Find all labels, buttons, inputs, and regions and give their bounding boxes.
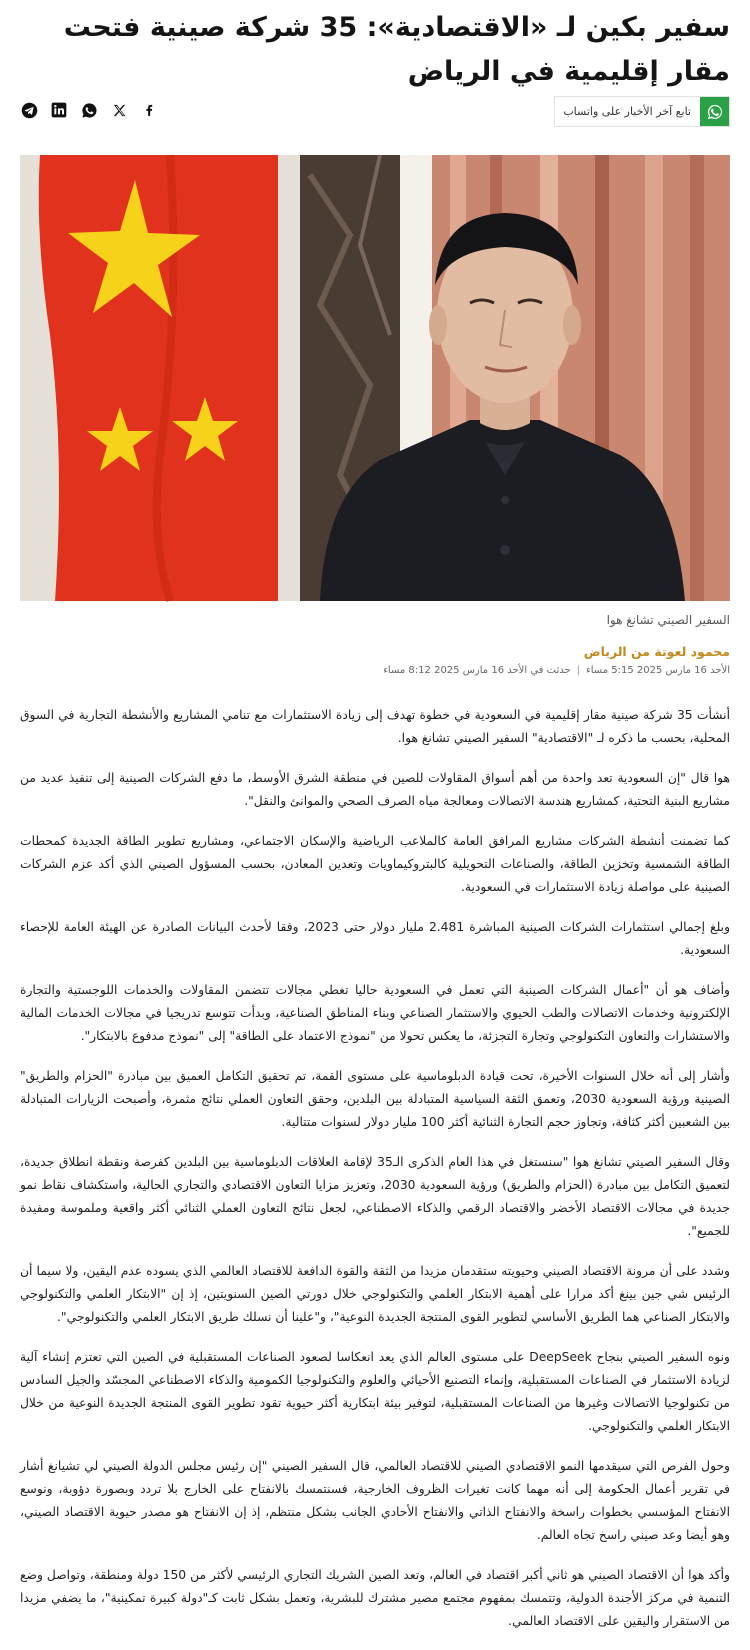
whatsapp-follow-button[interactable]: [554, 96, 730, 127]
whatsapp-icon: [700, 97, 729, 126]
whatsapp-follow-label: تابع آخر الأخبار على واتساب: [563, 105, 691, 118]
article-paragraph: وشدد على أن مرونة الاقتصاد الصيني وحيويته ستقدمان مزيدا من الثقة والقوة الدافعة للاقتصاد العالمي الذي يسوده عدم اليقين، ولا سيما أن الرئيس شي جين بينغ أكد مرارا على أهمية الابتكار العلمي والتكنولوجي خلال دورتي الصين السنويتين، إذ إن "الابتكار العلمي والتكنولوجي والابتكار الصناعي هما الطريق الأساسي لتطوير القوى المنتجة الجديدة النوعية"، و"علينا أن نسلك طريق الابتكار العلمي والتكنولوجي".: [20, 1264, 730, 1324]
article-paragraph: ونوه السفير الصيني بنجاح DeepSeek على مستوى العالم الذي يعد انعكاسا لصعود الصناعات المستقبلية في الصين التي تعتزم إنشاء آلية لزيادة الاستثمار في الصناعات المستقبلية، وإنماء التصنيع الأحيائي والعلوم والتكنولوجيا الكمومية والذكاء الاصطناعي المجسّد والجيل السادس من تكنولوجيا الاتصالات وغيرها من الصناعات المستقبلية، لتوفير بيئة ابتكارية أكثر حيوية تقود تطوير القوى المنتجة الجديدة النوعية من خلال الابتكار العلمي والتكنولوجي.: [20, 1350, 730, 1433]
article-body: [20, 704, 730, 1650]
ambassador-photo: [20, 155, 730, 601]
linkedin-icon[interactable]: [50, 101, 68, 119]
article-paragraph: وبلغ إجمالي استثمارات الشركات الصينية المباشرة 2.481 مليار دولار حتى 2023، وفقا لأحدث البيانات الصادرة عن الهيئة العامة للإحصاء السعودية.: [20, 920, 731, 957]
article-title: سفير بكين لـ «الاقتصادية»: 35 شركة صينية فتحت مقار إقليمية في الرياض: [63, 12, 730, 87]
published-date: الأحد 16 مارس 2025 5:15 مساء: [586, 665, 730, 676]
article-paragraph: وحول الفرص التي سيقدمها النمو الاقتصادي الصيني للاقتصاد العالمي، قال السفير الصيني "إن رئيس مجلس الدولة الصيني لي تشيانغ أشار في تقرير أعمال الحكومة إلى أنه مهما كانت تغيرات الظروف الخارجية، فسنتمسك بالانفتاح على الخارج بلا تردد وبصورة دؤوبة، ونوسع الانفتاح المؤسسي بخطوات راسخة والانفتاح الذاتي والانفتاح الأحادي الجانب بشكل منتظم، إذ إن الانفتاح هو مصدر حيوية الاقتصاد الصيني، وهو أيضا وعد صيني راسخ تجاه العالم.: [20, 1459, 730, 1542]
telegram-icon[interactable]: [20, 101, 38, 119]
updated-date: حدثت في الأحد 16 مارس 2025 8:12 مساء: [383, 665, 571, 676]
article-paragraph: أنشأت 35 شركة صينية مقار إقليمية في السعودية في خطوة تهدف إلى زيادة الاستثمارات مع تنامي المشاريع والأنشطة التجارية في السوق المحلية، بحسب ما ذكره لـ "الاقتصادية" السفير الصيني تشانغ هوا.: [20, 708, 730, 745]
article-paragraph: وأشار إلى أنه خلال السنوات الأخيرة، تحت قيادة الدبلوماسية على مستوى القمة، تم تحقيق التكامل العميق بين مبادرة "الحزام والطريق" الصينية ورؤية السعودية 2030، وتعمق الثقة السياسية المتبادلة بين البلدين، وحقق التعاون العملي نتائج مثمرة، وأصبحت الزيارات المتبادلة بين الشعبين أكثر كثافة، وتجاوز حجم التجارة الثنائية أكثر 100 مليار دولار لسنوات متتالية.: [20, 1069, 730, 1129]
article-paragraph: وأكد هوا أن الاقتصاد الصيني هو ثاني أكبر اقتصاد في العالم، وتعد الصين الشريك التجاري الرئيسي لأكثر من 150 دولة ومنطقة، وتواصل وضع التنمية في مركز الأجندة الدولية، وتتمسك بمفهوم مجتمع مصير مشترك للبشرية، وتعمل بشكل ثابت كـ"دولة كبيرة تمكينية"، ما يضفي مزيدا من الاستقرار واليقين على الاقتصاد العالمي.: [20, 1568, 730, 1628]
share-bar: [20, 101, 158, 119]
date-separator: |: [576, 665, 581, 676]
article-paragraph: وقال السفير الصيني تشانغ هوا "سنستغل في هذا العام الذكرى الـ35 لإقامة العلاقات الدبلوماسية بين البلدين كفرصة ونقطة انطلاق جديدة، لتعميق التكامل بين مبادرة (الحزام والطريق) ورؤية السعودية 2030، وتعزيز مزايا التعاون الاقتصادي والتجاري الحالية، واستكشاف نقاط نمو جديدة في مجالات الاقتصاد الأخضر والاقتصاد الرقمي والذكاء الاصطناعي، لجعل نتائج التعاون العملي الثنائي أكثر واقعية وملموسة ومفيدة للجميع".: [20, 1155, 731, 1238]
article-paragraph: هوا قال "إن السعودية تعد واحدة من أهم أسواق المقاولات للصين في منطقة الشرق الأوسط، ما دفع الشركات الصينية إلى تنفيذ عديد من مشاريع البنية التحتية، كمشاريع هندسة الاتصالات ومعالجة مياه الصرف الصحي والموانئ والنقل".: [20, 771, 730, 808]
x-icon[interactable]: [110, 101, 128, 119]
photo-caption: السفير الصيني تشانغ هوا: [606, 613, 730, 627]
facebook-icon[interactable]: [140, 101, 158, 119]
article-toolbar: [20, 96, 730, 130]
article-paragraph: كما تضمنت أنشطة الشركات مشاريع المرافق العامة كالملاعب الرياضية والإسكان الاجتماعي، ومشاريع تطوير الطاقة الجديدة كمحطات الطاقة الشمسية وتخزين الطاقة، والصناعات التحويلية كالبتروكيماويات وتعدين المعادن، بحسب المسؤول الصيني الذي أكد عزم الشركات الصينية على مواصلة زيادة الاستثمارات في السعودية.: [20, 834, 730, 894]
article-dates: [383, 665, 730, 676]
article-paragraph: وأضاف هو أن "أعمال الشركات الصينية التي تعمل في السعودية حاليا تغطي مجالات تتضمن المقاولات والخدمات اللوجستية والتجارة الإلكترونية وخدمات الاتصالات والطب الحيوي والاستثمار الصناعي وبناء المناطق الصناعية، وبدأت تتوسع تدريجيا في مجالات الخدمات المالية والاستشارات والتعاون التكنولوجي وتجارة التجزئة، ما يعكس تحولا من "نموذج الاعتماد على الطاقة" إلى "نموذج مدفوع بالابتكار".: [20, 983, 730, 1043]
author-byline[interactable]: محمود لعوتة من الرياض: [583, 644, 730, 659]
whatsapp-share-icon[interactable]: [80, 101, 98, 119]
